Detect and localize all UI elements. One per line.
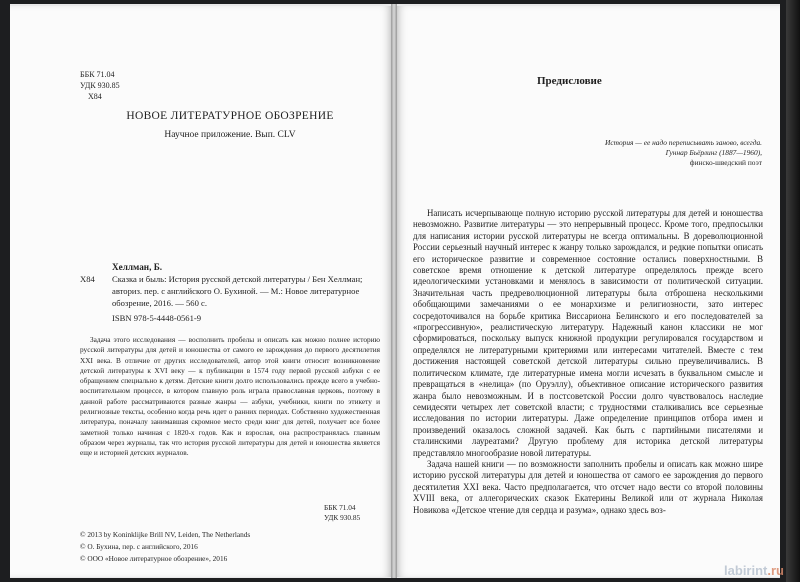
isbn: ISBN 978-5-4448-0561-9: [112, 313, 202, 323]
preface-body: [413, 208, 763, 516]
watermark: [724, 563, 784, 578]
epigraph-author: Гуннар Бьёрлинг (1887—1960),: [665, 148, 762, 157]
catalog-bbk-bottom: ББК 71.04: [324, 503, 356, 512]
copyright-block: [80, 529, 250, 565]
series-supplement: Научное приложение. Вып. CLV: [164, 130, 296, 140]
epigraph: [540, 138, 762, 168]
catalog-bbk: ББК 71.04: [80, 70, 115, 79]
record-text: Сказка и быль: История русской детской литературы / Бен Хеллман; авториз. пер. с английского О. Бухиной. — М.: Новое литературное обозрение, 2016. — 560 с.: [112, 274, 363, 308]
watermark-name: labirint: [724, 563, 768, 578]
copyright-line: © О. Бухина, пер. с английского, 2016: [80, 542, 198, 551]
record-author: Хеллман, Б.: [112, 262, 163, 272]
record-code: Х84: [80, 274, 95, 284]
catalog-codes: [80, 69, 120, 102]
catalog-author-mark: Х84: [88, 92, 102, 101]
annotation-text: Задача этого исследования — восполнить пробелы и описать как можно полнее историю русской литературы для детей и юношества от самого ее зарождения до первого десятилетия XXI века. В отличие от других исследователей, автор этой книги относит возникновение детской литературы к XVI веку — к публикации в 1574 году первой русской азбуки с ее обращением специально к детям. Детские книги долго использовались прежде всего в учебно-воспитательном процессе, в котором главную роль играла православная церковь, поэтому в данной работе рассматриваются разные жанры — азбуки, учебники, книги по этикету и религиозные тексты, особенно когда речь идет о ранних периодах. Собственно художественная литература, поначалу занимавшая скромное место среди книг для детей, получает все более заметной только начиная с 1820-х годов. Как и взрослая, она распространялась главным образом через журналы, так что история русской литературы для детей и юношества является еще и историей детских журналов.: [80, 335, 380, 458]
page-edge-shadow: [786, 0, 800, 582]
catalog-codes-bottom: [324, 503, 360, 523]
left-page: [10, 6, 391, 577]
copyright-line: © 2013 by Koninklijke Brill NV, Leiden, The Netherlands: [80, 530, 251, 539]
epigraph-role: финско-шведский поэт: [689, 158, 762, 167]
bibliographic-record: [80, 261, 380, 324]
catalog-udk-bottom: УДК 930.85: [324, 513, 361, 522]
body-paragraph: Написать исчерпывающе полную историю русской литературы для детей и юношества невозможно. Развитие литературы — это непрерывный процесс. Кроме того, предпосылки для написания истории русской литературы не всегда оптимальны. В дореволюционной России серьезный научный интерес к жанру только зарождался, и редкие попытки описать его историческое развитие и современное состояние остались поверхностными. В советское время отношение к детской литературе определялось прежде всего идеологическими установками и менялось в зависимости от политической ситуации. Значительная часть предреволюционной литературы была отброшена несколькими обобщающими замечаниями о ее монархизме и религиозности, зато интерес сосредоточивался на борьбе критика Виссариона Белинского и его последователей за «прогрессивную», реалистическую литературу. Надежный канон классики не мог сформироваться, поскольку выпуск книжной продукции регулировался государством и определялся не литературными критериями или интересами читателей. Вместе с тем достижения настоящей советской детской литературы сильно преувеличивались. В политическом климате, где литературные имена могли исчезать в буквальном смысле и превращаться в «нелица» (по Оруэллу), объективное описание исторического развития жанра было невозможным. И в постсоветской России долго чувствовалось наследие семидесяти четырех лет советской власти; с трудностями сталкивались все серьезные исследования по истории литературы. Даже определение принципов отбора имен и произведений оказалось сложной задачей. Как быть с партийными писателями и сталинскими лауреатами? Другую проблему для историка детской литературы представляло многообразие новой литературы.: [413, 208, 763, 458]
copyright-line: © ООО «Новое литературное обозрение», 2016: [80, 554, 228, 563]
body-paragraph: Задача нашей книги — по возможности заполнить пробелы и описать как можно шире историю русской литературы для детей и юношества от самого ее зарождения до первого десятилетия XXI века. Часто предполагается, что отсчет надо вести со второй половины XVIII века, от аллегорических сказок Екатерины Великой или от журнала Николая Новикова «Детское чтение для сердца и разума», однако здесь воз-: [413, 458, 763, 515]
annotation: [80, 335, 380, 459]
catalog-udk: УДК 930.85: [80, 81, 120, 90]
chapter-heading: Предисловие: [537, 75, 602, 87]
epigraph-quote: История — ее надо переписывать заново, всегда.: [604, 138, 762, 147]
watermark-domain: .ru: [767, 563, 784, 578]
publisher-title: НОВОЕ ЛИТЕРАТУРНОЕ ОБОЗРЕНИЕ: [126, 110, 334, 122]
